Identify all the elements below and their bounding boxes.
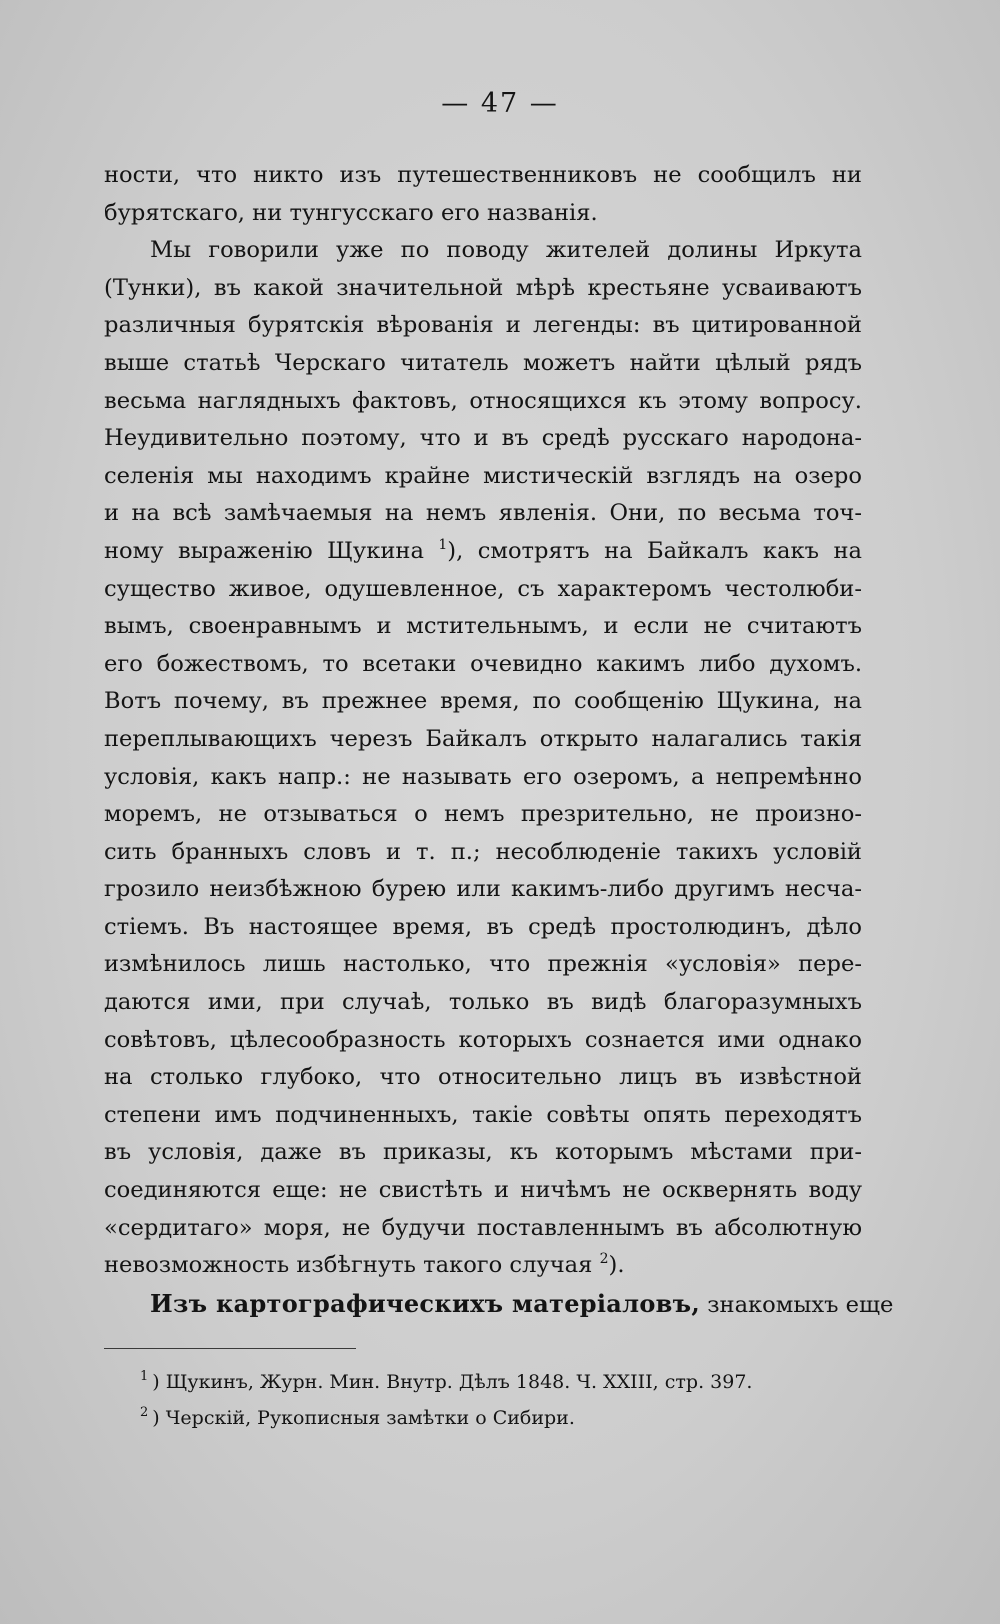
text-line: Мы говорили уже по поводу жителей долины Иркута <box>150 237 862 264</box>
text-line: селенія мы находимъ крайне мистическій взглядъ на озеро <box>104 462 862 489</box>
footnote-text: ) Щукинъ, Журн. Мин. Внутр. Дѣлъ 1848. Ч. XXIII, стр. 397. <box>152 1371 753 1393</box>
text-line: и на всѣ замѣчаемыя на немъ явленія. Они, по весьма точ- <box>104 500 862 527</box>
page-number: — 47 — <box>441 88 559 119</box>
footnote <box>140 1364 864 1400</box>
bold-lead-text: Изъ картографическихъ матеріаловъ, <box>150 1288 701 1318</box>
text-line: его божествомъ, то всетаки очевидно какимъ либо духомъ. <box>104 650 862 677</box>
text-line: Неудивительно поэтому, что и въ средѣ русскаго народона- <box>104 425 862 452</box>
body-text <box>104 157 894 1322</box>
text-line: соединяются еще: не свистѣть и ничѣмъ не осквернять воду <box>104 1177 862 1204</box>
text-line: степени имъ подчиненныхъ, такіе совѣты опять переходятъ <box>104 1101 862 1128</box>
text-line: выше статьѣ Черскаго читатель можетъ найти цѣлый рядъ <box>104 349 862 376</box>
footnotes <box>140 1364 864 1436</box>
text-line: бурятскаго, ни тунгусскаго его названія. <box>104 199 598 226</box>
footnote-ref: 2 <box>599 1251 609 1268</box>
text-line-with-footnote-ref <box>104 1247 862 1285</box>
text-line: ности, что никто изъ путешественниковъ не сообщилъ ни <box>104 162 862 188</box>
text-line: Вотъ почему, въ прежнее время, по сообщенію Щукина, на <box>104 688 862 715</box>
text-line: существо живое, одушевленное, съ характеромъ честолюби- <box>104 575 862 602</box>
footnote-mark: 1 <box>140 1369 149 1384</box>
text-segment: ному выраженію Щукина <box>104 537 424 564</box>
footnote-ref: 1 <box>438 536 448 553</box>
footnote <box>140 1400 864 1436</box>
text-line: моремъ, не отзываться о немъ презрительно, не произно- <box>104 801 862 828</box>
text-line: сить бранныхъ словъ и т. п.; несоблюденіе такихъ условій <box>104 838 862 865</box>
text-line-heading <box>104 1285 894 1323</box>
text-line: различныя бурятскія вѣрованія и легенды: въ цитированной <box>104 312 862 339</box>
footnote-mark: 2 <box>140 1405 149 1420</box>
text-line-with-footnote-ref <box>104 533 862 571</box>
text-segment: ), смотрятъ на Байкалъ какъ на <box>447 537 862 564</box>
text-segment: знакомыхъ еще <box>707 1291 894 1318</box>
text-line: въ условія, даже въ приказы, къ которымъ мѣстами при- <box>104 1139 862 1166</box>
text-line: «сердитаго» моря, не будучи поставленнымъ въ абсолютную <box>104 1214 862 1241</box>
text-line: вымъ, своенравнымъ и мстительнымъ, и если не считаютъ <box>104 613 862 640</box>
text-line: измѣнилось лишь настолько, что прежнія «условія» пере- <box>104 951 862 978</box>
text-line: переплывающихъ черезъ Байкалъ открыто налагались такія <box>104 725 862 752</box>
text-line: весьма наглядныхъ фактовъ, относящихся къ этому вопросу. <box>104 387 862 414</box>
text-segment: невозможность избѣгнуть такого случая <box>104 1252 593 1279</box>
text-line: условія, какъ напр.: не называть его озеромъ, а непремѣнно <box>104 763 862 790</box>
text-line: грозило неизбѣжною бурею или какимъ-либо другимъ несча- <box>104 876 862 903</box>
text-line: (Тунки), въ какой значительной мѣрѣ крестьяне усваиваютъ <box>104 274 862 301</box>
footnote-divider <box>104 1348 356 1349</box>
text-line: на столько глубоко, что относительно лицъ въ извѣстной <box>104 1064 862 1091</box>
text-segment: ). <box>608 1252 625 1279</box>
text-line: даются ими, при случаѣ, только въ видѣ благоразумныхъ <box>104 989 862 1016</box>
footnote-text: ) Черскій, Рукописныя замѣтки о Сибири. <box>152 1407 575 1429</box>
text-line: стіемъ. Въ настоящее время, въ средѣ простолюдинъ, дѣло <box>104 913 862 940</box>
text-line: совѣтовъ, цѣлесообразность которыхъ сознается ими однако <box>104 1026 862 1053</box>
